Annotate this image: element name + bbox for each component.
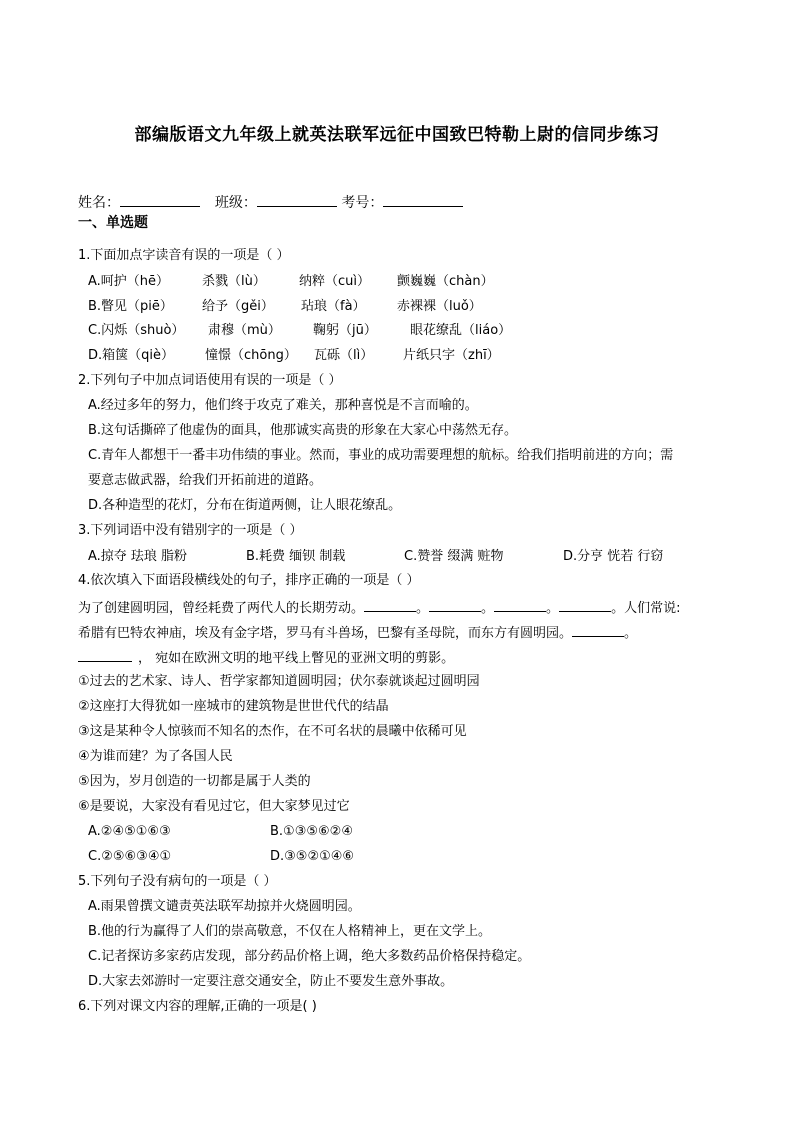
q1-option-b-word: 赤裸裸（luǒ）: [397, 299, 482, 314]
q1-option-d: D.箱箧（qiè）: [88, 348, 175, 363]
q4-blank-2[interactable]: [429, 598, 481, 612]
q5-option-c: C.记者探访多家药店发现，部分药品价格上调，绝大多数药品价格保持稳定。: [88, 949, 531, 964]
q4-sep: 。: [481, 601, 495, 616]
q1-option-b-word: 给予（gěi）: [202, 299, 274, 314]
q4-blank-1[interactable]: [364, 598, 416, 612]
q2-stem: 2.下列句子中加点词语使用有误的一项是（ ）: [78, 373, 342, 388]
q4-sep: 。: [416, 601, 430, 616]
q2-option-b: B.这句话撕碎了他虚伪的面具，他那诚实高贵的形象在大家心中荡然无存。: [88, 423, 518, 438]
q4-passage-line2: [78, 623, 637, 643]
q2-option-c-cont: 要意志做武器，给我们开拓前进的道路。: [88, 473, 323, 488]
q1-option-b-word: 玷琅（fà）: [301, 299, 366, 314]
q1-option-a-word: 杀戮（lù）: [202, 274, 266, 289]
q1-option-a-word: 纳粹（cuì）: [299, 274, 370, 289]
q3-stem: 3.下列词语中没有错别字的一项是（ ）: [78, 523, 303, 538]
q3-option-a: A.掠夺 珐琅 脂粉: [88, 549, 188, 564]
q4-item-1: ①过去的艺术家、诗人、哲学家都知道圆明园；伏尔泰就谈起过圆明园: [78, 674, 480, 689]
q4-sep: 。: [624, 626, 638, 641]
q1-option-d-word: 憧憬（chōng）: [205, 348, 297, 363]
q4-passage-text: 为了创建圆明园，曾经耗费了两代人的长期劳动。: [78, 601, 365, 616]
class-blank[interactable]: [257, 192, 337, 207]
q4-blank-4[interactable]: [559, 598, 611, 612]
q5-stem: 5.下列句子没有病句的一项是（ ）: [78, 874, 277, 889]
q4-option-b: B.①③⑤⑥②④: [270, 824, 353, 839]
q1-option-d-word: 瓦砾（lì）: [314, 348, 374, 363]
q4-blank-5[interactable]: [572, 623, 624, 637]
q4-option-a: A.②④⑤①⑥③: [88, 824, 171, 839]
q4-blank-3[interactable]: [494, 598, 546, 612]
q4-item-4: ④为谁而建？为了各国人民: [78, 749, 233, 764]
q4-sep: 。: [611, 601, 625, 616]
q1-option-c-word: 肃穆（mù）: [208, 323, 281, 338]
q4-passage-text: 希腊有巴特农神庙，埃及有金字塔，罗马有斗兽场，巴黎有圣母院，而东方有圆明园。: [78, 626, 573, 641]
q2-option-a: A.经过多年的努力，他们终于攻克了难关，那种喜悦是不言而喻的。: [88, 398, 478, 413]
q1-stem: 1.下面加点字读音有误的一项是（ ）: [78, 248, 290, 263]
q1-option-c-word: 鞠躬（jū）: [313, 323, 377, 338]
class-label: 班级：: [214, 195, 257, 211]
q4-item-2: ②这座打大得犹如一座城市的建筑物是世世代代的结晶: [78, 699, 389, 714]
q1-option-c-word: 眼花缭乱（liáo）: [410, 323, 512, 338]
q3-option-d: D.分亨 恍若 行窃: [563, 549, 664, 564]
q1-option-d-word: 片纸只字（zhī）: [403, 348, 500, 363]
q5-option-a: A.雨果曾撰文谴责英法联军劫掠并火烧圆明园。: [88, 899, 361, 914]
q4-passage-text: ， 宛如在欧洲文明的地平线上瞥见的亚洲文明的剪影。: [138, 651, 455, 666]
q3-option-c: C.赞誉 缀满 赃物: [404, 549, 504, 564]
q2-option-d: D.各种造型的花灯，分布在街道两侧，让人眼花缭乱。: [88, 498, 402, 513]
q1-option-c: C.闪烁（shuò）: [88, 323, 185, 338]
q4-item-6: ⑥是要说，大家没有看见过它，但大家梦见过它: [78, 799, 350, 814]
exam-no-label: 考号：: [341, 195, 384, 211]
q1-option-a: A.呵护（hē）: [88, 274, 170, 289]
name-label: 姓名：: [78, 195, 120, 211]
name-blank[interactable]: [120, 192, 200, 207]
q3-option-b: B.耗费 缅钡 制载: [246, 549, 346, 564]
q5-option-b: B.他的行为赢得了人们的崇高敬意，不仅在人格精神上，更在文学上。: [88, 924, 492, 939]
section-heading: 一、单选题: [78, 215, 148, 231]
q4-blank-6[interactable]: [78, 648, 132, 662]
q4-item-5: ⑤因为，岁月创造的一切都是属于人类的: [78, 774, 311, 789]
q4-passage-tail: 人们常说:: [624, 601, 681, 616]
q1-option-b: B.瞥见（piē）: [88, 299, 173, 314]
page-title: 部编版语文九年级上就英法联军远征中国致巴特勒上尉的信同步练习: [134, 125, 660, 145]
student-info-row: [78, 192, 463, 212]
q2-option-c: C.青年人都想干一番丰功伟绩的事业。然而，事业的成功需要理想的航标。给我们指明前进的方向；需: [88, 448, 674, 463]
exam-no-blank[interactable]: [383, 192, 463, 207]
q1-option-a-word: 颤巍巍（chàn）: [397, 274, 494, 289]
q4-stem: 4.依次填入下面语段横线处的句子，排序正确的一项是（ ）: [78, 573, 420, 588]
q4-option-d: D.③⑤②①④⑥: [270, 849, 355, 864]
q4-sep: 。: [546, 601, 560, 616]
q6-stem: 6.下列对课文内容的理解,正确的一项是( ): [78, 999, 317, 1014]
q4-option-c: C.②⑤⑥③④①: [88, 849, 172, 864]
q4-passage-line3: [78, 648, 454, 668]
q4-passage-line1: [78, 598, 680, 618]
q4-item-3: ③这是某种令人惊骇而不知名的杰作，在不可名状的晨曦中依稀可见: [78, 724, 467, 739]
q5-option-d: D.大家去郊游时一定要注意交通安全，防止不要发生意外事故。: [88, 974, 454, 989]
